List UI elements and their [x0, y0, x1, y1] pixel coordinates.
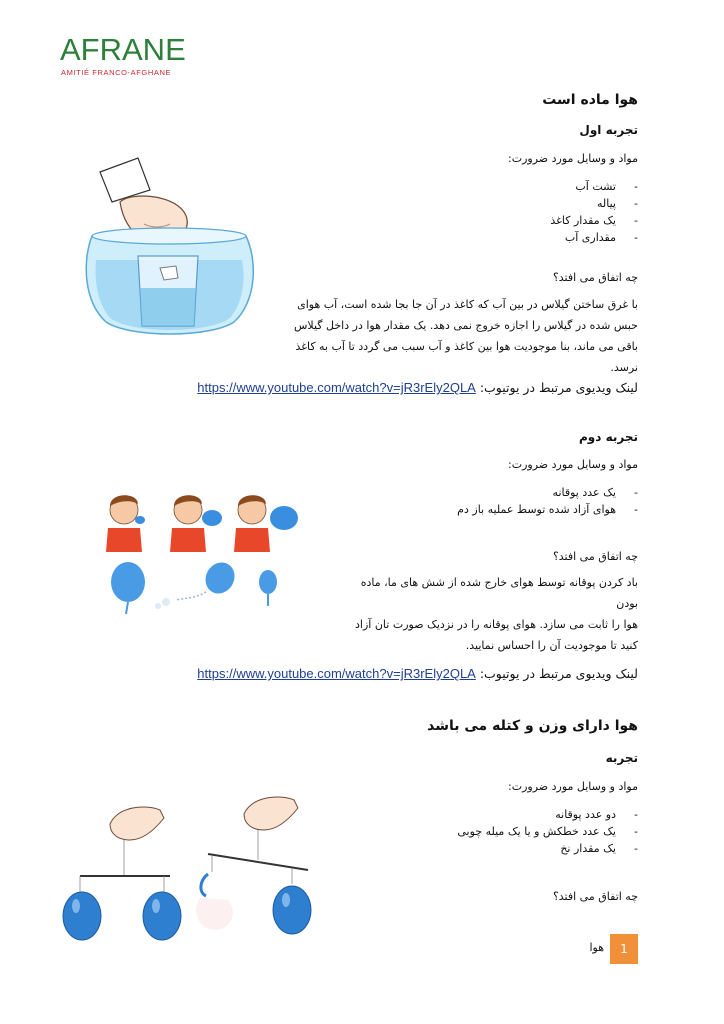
balloon-shape	[155, 557, 240, 609]
footer-chapter: هوا	[589, 941, 604, 954]
list-item: -دو عدد پوقانه	[555, 808, 638, 821]
hand-shape	[110, 807, 164, 840]
boy-figure	[170, 495, 222, 552]
section3-materials-label: مواد و وسایل مورد ضرورت:	[508, 780, 638, 793]
balloon-boy-illustration	[100, 488, 310, 618]
balloon-shape	[143, 892, 181, 940]
water-bowl-illustration	[80, 152, 260, 342]
page-number-badge: 1	[610, 934, 638, 964]
hand-shape	[244, 797, 298, 830]
balance-balloons-illustration	[60, 788, 330, 948]
section1-materials-list	[378, 178, 638, 246]
section3-title: هوا دارای وزن و کتله می باشد	[427, 718, 638, 734]
section1-materials-label: مواد و وسایل مورد ضرورت:	[508, 152, 638, 165]
section3-materials-list	[338, 806, 638, 857]
video-link-label: لینک ویدیوی مرتبط در یوتیوب:	[479, 380, 638, 395]
afrane-logo	[60, 32, 190, 82]
list-item: -یک عدد پوقانه	[552, 486, 638, 499]
list-item: -مقداری آب	[564, 231, 638, 244]
section1-question: چه اتفاق می افتد؟	[552, 271, 638, 284]
youtube-link[interactable]: https://www.youtube.com/watch?v=jR3rEly2QLA	[197, 666, 476, 681]
logo-wordmark: AFRANE	[60, 32, 186, 67]
list-item: -یک مقدار نخ	[560, 842, 638, 855]
boy-figure	[234, 495, 298, 552]
section2-experiment-title: تجربه دوم	[579, 430, 638, 444]
section2-answer: باد کردن پوقانه توسط هوای خارج شده از شش های ما، ماده بودن هوا را ثابت می سازد. هوای پوقانه را در نزدیک صورت تان آزاد کنید تا موجودیت آن را احساس نمایید.	[355, 576, 638, 652]
balloon-shape	[259, 570, 277, 606]
section2-materials-label: مواد و وسایل مورد ضرورت:	[508, 458, 638, 471]
youtube-link[interactable]: https://www.youtube.com/watch?v=jR3rEly2QLA	[197, 380, 476, 395]
list-item: -تشت آب	[575, 180, 638, 193]
boy-figure	[106, 495, 145, 552]
section1-title: هوا ماده است	[542, 92, 638, 108]
section2-question: چه اتفاق می افتد؟	[552, 550, 638, 563]
section2-materials-list	[338, 484, 638, 518]
video-link-label: لینک ویدیوی مرتبط در یوتیوب:	[479, 666, 638, 681]
section2-video-link-line	[138, 666, 638, 681]
list-item: -هوای آزاد شده توسط عملیه باز دم	[457, 503, 638, 516]
balloon-shape	[273, 886, 311, 934]
list-item: -یک عدد خطکش و یا یک میله چوبی	[457, 825, 638, 838]
section3-experiment-title: تجربه	[605, 751, 638, 765]
balloon-shape	[111, 562, 145, 614]
section3-question: چه اتفاق می افتد؟	[552, 890, 638, 903]
logo-tagline: AMITIÉ FRANCO-AFGHANE	[61, 68, 172, 77]
section1-answer: با غرق ساختن گیلاس در بین آب که کاغذ در آن جا بجا شده است، آب هوای حبس شده در گیلاس را اجازه خروج نمی دهد. یک مقدار هوا در داخل گیلاس باقی می ماند، بنا موجودیت هوا بین کاغذ و آب سبب می گردد تا آب به کاغذ نرسد.	[294, 298, 638, 374]
section1-video-link-line	[138, 380, 638, 395]
deflated-balloon-shape	[201, 874, 208, 896]
section1-experiment-title: تجربه اول	[579, 123, 638, 137]
list-item: -پیاله	[597, 197, 638, 210]
balloon-shape	[63, 892, 101, 940]
list-item: -یک مقدار کاغذ	[550, 214, 638, 227]
